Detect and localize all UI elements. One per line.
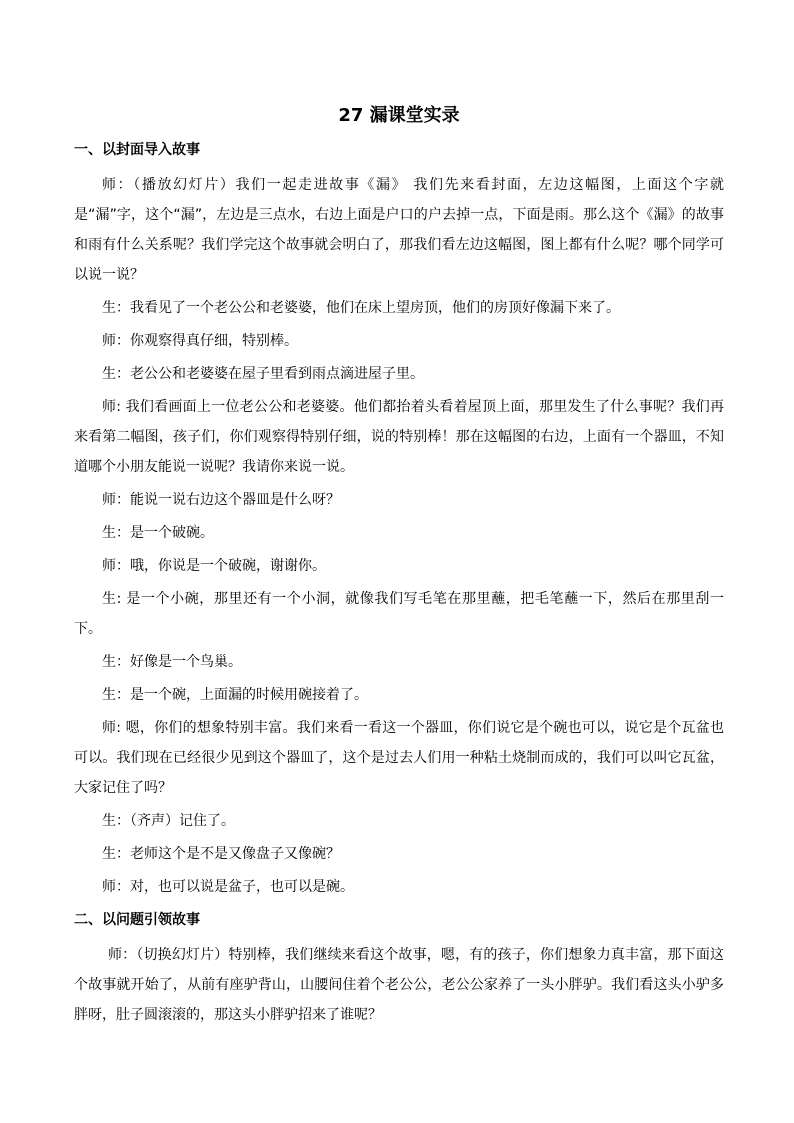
- paragraph: 师：能说一说右边这个器皿是什么呀？: [102, 492, 340, 508]
- paragraph: 生：是一个碗，上面漏的时候用碗接着了。: [102, 687, 368, 703]
- section-1: [74, 140, 724, 902]
- paragraph: 师：（切换幻灯片）特别棒，我们继续来看这个故事，嗯，有的孩子，你们想象力真丰富，那下面这个故事就开始了，从前有座驴背山，山腰间住着个老公公，老公公家养了一头小胖驴。我们看这头小驴多胖呀，肚子圆滚滚的，那这头小胖驴招来了谁呢？: [74, 947, 724, 1023]
- paragraph: 生: 是一个小碗，那里还有一个小洞，就像我们写毛笔在那里蘸，把毛笔蘸一下，然后在那里刮一下。: [74, 591, 724, 637]
- paragraph: 师：对，也可以说是盆子，也可以是碗。: [102, 879, 354, 895]
- paragraph: 生：（齐声）记住了。: [102, 813, 235, 829]
- paragraph: 师：你观察得真仔细，特别棒。: [102, 333, 298, 349]
- section-2: [74, 910, 724, 1030]
- paragraph: 师: 嗯，你们的想象特别丰富。我们来看一看这一个器皿，你们说它是个碗也可以，说它是个瓦盆也可以。我们现在已经很少见到这个器皿了，这个是过去人们用一种粘土烧制而成的，我们可以叫它瓦盆，大家记住了吗？: [74, 720, 724, 796]
- document-page: [74, 104, 724, 1033]
- paragraph: 师：（播放幻灯片）我们一起走进故事《漏》 我们先来看封面，左边这幅图，上面这个字就是“漏”字，这个“漏”，左边是三点水，右边上面是户口的户去掉一点，下面是雨。那么这个《漏》的故事和雨有什么关系呢？我们学完这个故事就会明白了，那我们看左边这幅图，图上都有什么呢？哪个同学可以说一说？: [74, 177, 724, 283]
- paragraph: 师：哦，你说是一个破碗，谢谢你。: [102, 558, 326, 574]
- paragraph: 生：是一个破碗。: [102, 525, 214, 541]
- section-heading-1: 一、以封面导入故事: [74, 142, 200, 158]
- paragraph: 生：好像是一个鸟巢。: [102, 654, 242, 670]
- section-heading-2: 二、以问题引领故事: [74, 912, 200, 928]
- document-title: 27 漏课堂实录: [338, 105, 460, 126]
- paragraph: 生：老师这个是不是又像盘子又像碗？: [102, 846, 340, 862]
- paragraph: 师: 我们看画面上一位老公公和老婆婆。他们都抬着头看着屋顶上面，那里发生了什么事呢？我们再来看第二幅图，孩子们，你们观察得特别仔细，说的特别棒！那在这幅图的右边，上面有一个器皿，不知道哪个小朋友能说一说呢？我请你来说一说。: [74, 399, 724, 475]
- paragraph: 生：老公公和老婆婆在屋子里看到雨点滴进屋子里。: [102, 366, 424, 382]
- paragraph: 生：我看见了一个老公公和老婆婆，他们在床上望房顶，他们的房顶好像漏下来了。: [102, 300, 620, 316]
